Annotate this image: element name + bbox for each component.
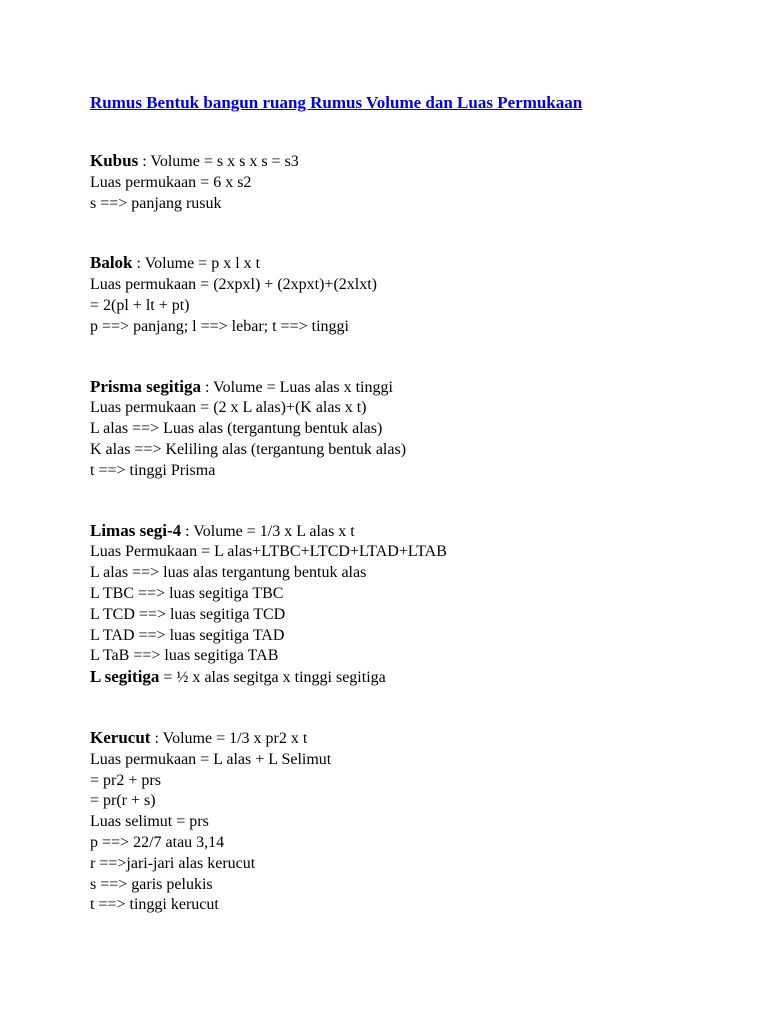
section-first-line (90, 377, 730, 399)
volume-formula: : Volume = s x s x s = s3 (138, 153, 299, 170)
formula-line: p ==> 22/7 atau 3,14 (90, 833, 225, 851)
extra-formula: = ½ x alas segitga x tinggi segitiga (159, 669, 386, 687)
extra-formula-line (90, 667, 730, 689)
section-first-line (90, 253, 730, 275)
formula-line: = pr2 + prs (90, 771, 161, 789)
section-prisma-segitiga (90, 377, 730, 482)
formula-line: s ==> panjang rusuk (90, 194, 222, 212)
volume-formula: : Volume = p x l x t (132, 255, 261, 273)
formula-line: L TCD ==> luas segitiga TCD (90, 605, 286, 623)
extra-heading: L segitiga (90, 667, 160, 687)
section-heading: Kerucut (90, 727, 151, 747)
section-first-line (90, 728, 730, 750)
formula-line: L alas ==> luas alas tergantung bentuk alas (90, 564, 367, 582)
section-heading: Balok (90, 253, 133, 273)
formula-line: r ==>jari-jari alas kerucut (90, 854, 256, 872)
section-heading: Kubus (90, 151, 139, 170)
section-heading: Prisma segitiga (90, 376, 201, 396)
formula-line: Luas permukaan = (2xpxl) + (2xpxt)+(2xlxt) (90, 276, 377, 294)
formula-line: = pr(r + s) (90, 792, 156, 810)
formula-line: L alas ==> Luas alas (tergantung bentuk alas) (90, 420, 383, 438)
section-heading: Limas segi-4 (90, 520, 182, 540)
formula-line: t ==> tinggi Prisma (90, 461, 216, 479)
volume-formula: : Volume = Luas alas x tinggi (200, 378, 393, 396)
section-balok (90, 253, 730, 337)
formula-line: Luas permukaan = 6 x s2 (90, 173, 252, 191)
formula-line: Luas permukaan = L alas + L Selimut (90, 750, 332, 768)
section-kerucut (90, 728, 730, 916)
section-limas-segi-4 (90, 521, 730, 689)
formula-line: = 2(pl + lt + pt) (90, 296, 190, 314)
section-kubus (90, 151, 730, 214)
formula-line: L TAD ==> luas segitiga TAD (90, 626, 285, 644)
formula-line: L TaB ==> luas segitiga TAB (90, 647, 279, 665)
formula-line: s ==> garis pelukis (90, 875, 213, 893)
formula-line: K alas ==> Keliling alas (tergantung bentuk alas) (90, 440, 407, 458)
formula-line: L TBC ==> luas segitiga TBC (90, 584, 284, 602)
formula-sections (90, 151, 730, 916)
formula-line: p ==> panjang; l ==> lebar; t ==> tinggi (90, 317, 349, 335)
section-first-line (90, 521, 730, 543)
document-page (90, 92, 730, 916)
formula-line: t ==> tinggi kerucut (90, 896, 219, 914)
formula-line: Luas permukaan = (2 x L alas)+(K alas x t) (90, 399, 367, 417)
section-first-line (90, 151, 730, 173)
formula-line: Luas Permukaan = L alas+LTBC+LTCD+LTAD+LTAB (90, 543, 447, 561)
volume-formula: : Volume = 1/3 x L alas x t (181, 522, 355, 540)
document-title-link[interactable]: Rumus Bentuk bangun ruang Rumus Volume dan Luas Permukaan (90, 93, 583, 112)
volume-formula: : Volume = 1/3 x pr2 x t (150, 729, 308, 747)
formula-line: Luas selimut = prs (90, 813, 209, 831)
